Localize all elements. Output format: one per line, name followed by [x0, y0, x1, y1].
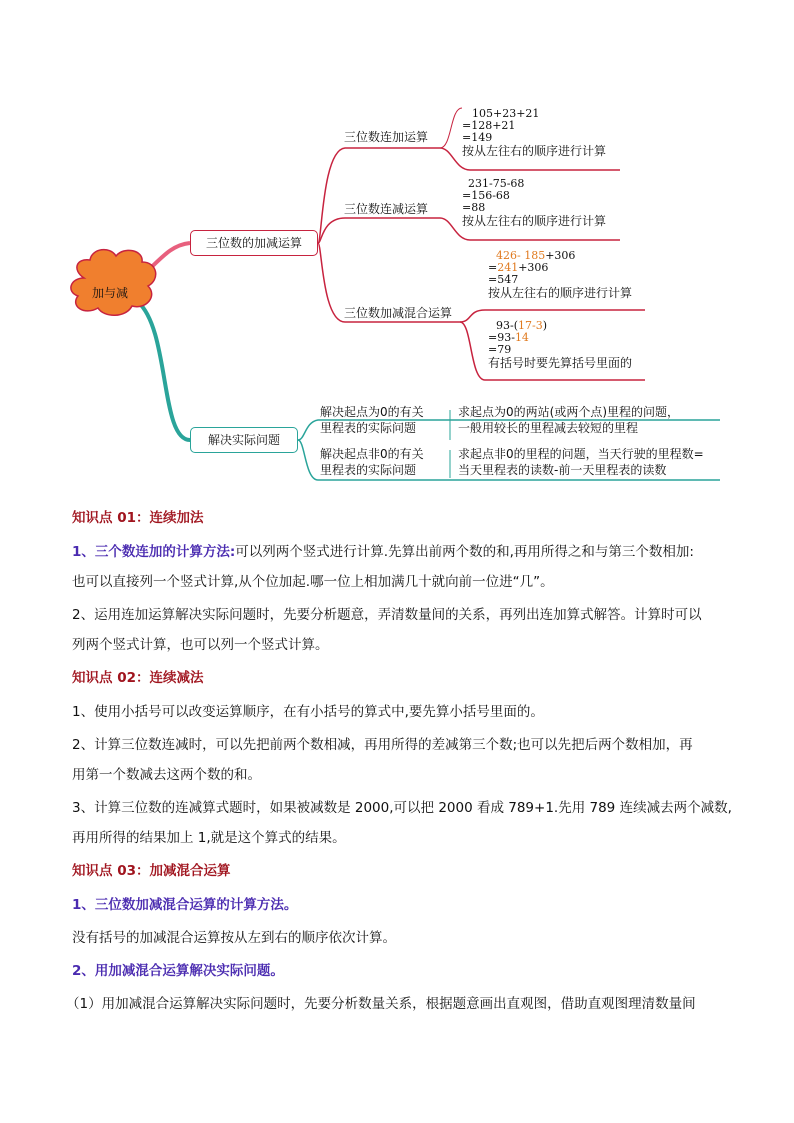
paragraph-text: 没有括号的加减混合运算按从左到右的顺序依次计算。: [72, 930, 396, 946]
paragraph-text: 3、计算三位数的连减算式题时，如果被减数是 2000,可以把 2000 看成 789+1.先用 789 连续减去两个减数,: [72, 800, 732, 816]
node-mixed-operations: 三位数加减混合运算: [344, 306, 453, 320]
paragraph-text: 也可以直接列一个竖式计算,从个位加起.哪一位上相加满几十就向前一位进“几”。: [72, 574, 554, 590]
calc-part: +306: [518, 261, 549, 274]
paragraph-text: 再用所得的结果加上 1,就是这个算式的结果。: [72, 830, 346, 846]
calc-line: 105+23+21: [472, 107, 540, 120]
paragraph-text: 用第一个数减去这两个数的和。: [72, 767, 261, 783]
node-continuous-add: 三位数连加运算: [344, 130, 429, 144]
knowledge-section: [66, 506, 732, 1012]
paragraph-text: 1、使用小括号可以改变运算顺序，在有小括号的算式中,要先算小括号里面的。: [72, 704, 544, 720]
subheading: 1、三位数加减混合运算的计算方法。: [72, 897, 298, 913]
calc-part: 93-(: [496, 319, 519, 332]
node-continuous-subtract: 三位数连减运算: [344, 202, 429, 216]
calc-part: =93-: [488, 331, 515, 344]
branch-add-subtract: 三位数的加减运算: [190, 230, 318, 256]
calc-note: 有括号时要先算括号里面的: [488, 356, 633, 370]
calc-mixed-1: [488, 250, 632, 301]
section-title: 知识点 03：加减混合运算: [72, 863, 231, 879]
section-title: 知识点 01：连续加法: [72, 510, 204, 526]
paragraph-text: （1）用加减混合运算解决实际问题时，先要分析数量关系，根据题意画出直观图，借助直观图理清数量间: [66, 996, 696, 1012]
problem-line: 求起点非0的里程的问题，当天行驶的里程数=: [458, 447, 704, 461]
calc-part: +306: [545, 249, 576, 262]
calc-continuous-add: [462, 108, 606, 159]
branch-practical-problems: 解决实际问题: [190, 427, 298, 453]
calc-line: =547: [488, 273, 519, 286]
problem-line: 解决起点非0的有关: [320, 447, 424, 461]
problem-line: 里程表的实际问题: [320, 463, 417, 477]
problem-line: 里程表的实际问题: [320, 421, 417, 435]
calc-part: ): [542, 319, 548, 332]
section-title: 知识点 02：连续减法: [72, 670, 204, 686]
calc-line: =88: [462, 201, 486, 214]
subheading: 2、用加减混合运算解决实际问题。: [72, 963, 284, 979]
problem-start-zero-answer: [458, 404, 679, 436]
calc-line: =149: [462, 131, 493, 144]
calc-note: 按从左往右的顺序进行计算: [488, 286, 633, 300]
calc-line: =128+21: [462, 119, 516, 132]
calc-part: 426- 185: [496, 249, 546, 262]
calc-note: 按从左往右的顺序进行计算: [462, 214, 607, 228]
paragraph-text: 可以列两个竖式进行计算.先算出前两个数的和,再用所得之和与第三个数相加:: [235, 544, 694, 560]
calc-line: =79: [488, 343, 512, 356]
calc-part: =: [488, 261, 498, 274]
calc-line: 231-75-68: [468, 177, 525, 190]
problem-start-nonzero-answer: [458, 446, 704, 478]
paragraph-text: 列两个竖式计算，也可以列一个竖式计算。: [72, 637, 329, 653]
calc-continuous-subtract: [462, 178, 606, 229]
paragraph-text: 2、计算三位数连减时，可以先把前两个数相减，再用所得的差减第三个数;也可以先把后两个数相加，再: [72, 737, 693, 753]
paragraph-text: 2、运用连加运算解决实际问题时，先要分析题意，弄清数量间的关系，再列出连加算式解答。计算时可以: [72, 607, 702, 623]
calc-part: 14: [514, 331, 529, 344]
calc-part: 241: [497, 261, 519, 274]
subheading: 1、三个数连加的计算方法:: [72, 544, 236, 560]
calc-note: 按从左往右的顺序进行计算: [462, 144, 607, 158]
problem-line: 当天里程表的读数-前一天里程表的读数: [458, 463, 667, 477]
problem-start-nonzero-question: [320, 446, 424, 478]
root-cloud-icon: [71, 250, 156, 316]
calc-mixed-2: [488, 320, 632, 371]
problem-start-zero-question: [320, 404, 424, 436]
problem-line: 解决起点为0的有关: [320, 405, 424, 419]
calc-part: 17-3: [518, 319, 543, 332]
calc-line: =156-68: [462, 189, 510, 202]
problem-line: 求起点为0的两站(或两个点)里程的问题，: [458, 405, 679, 419]
problem-line: 一般用较长的里程减去较短的里程: [458, 421, 639, 435]
mindmap-root: 加与减: [92, 286, 129, 300]
